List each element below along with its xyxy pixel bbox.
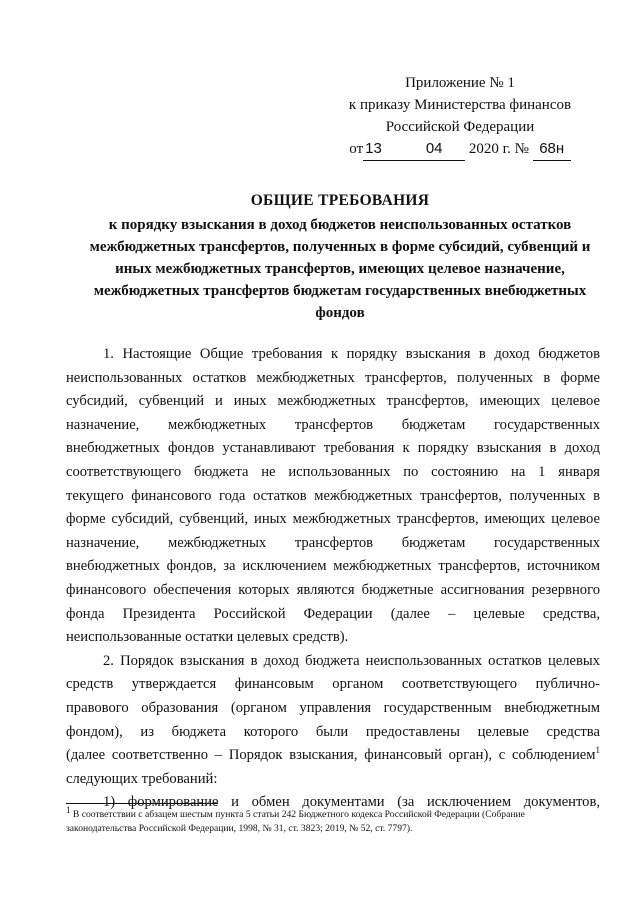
date-prefix: от [349, 141, 364, 157]
title-line: межбюджетных трансфертов бюджетам государственных внебюджетных [93, 283, 587, 299]
footnote-line [66, 804, 600, 822]
order-date-line [330, 138, 590, 161]
ministry-country: Российской Федерации [385, 119, 535, 135]
document-title [70, 190, 610, 324]
text-line: назначение, межбюджетных трансфертов бюджетам государственных [66, 534, 600, 551]
footnote [66, 804, 600, 836]
text-line: средств утверждается финансовым органом соответствующего публично- [66, 676, 600, 693]
text-line: 2. Порядок взыскания в доход бюджета неиспользованных остатков целевых [103, 652, 600, 669]
order-year-label: 2020 г. № [468, 141, 529, 157]
footnote-line: законодательства Российской Федерации, 1998, № 31, ст. 3823; 2019, № 52, ст. 7797). [66, 823, 413, 834]
text-line: 1. Настоящие Общие требования к порядку взыскания в доход бюджетов [103, 346, 600, 362]
footnote-divider [66, 803, 218, 804]
title-line: к порядку взыскания в доход бюджетов неиспользованных остатков [108, 217, 572, 233]
text-line: следующих требований: [66, 770, 218, 787]
text-line: субсидий, субвенций и иных межбюджетных трансфертов, имеющих целевое [66, 393, 600, 410]
title-heading: ОБЩИЕ ТРЕБОВАНИЯ [250, 192, 430, 209]
text-line: форме субсидий, субвенций, иных межбюджетных трансфертов, имеющих целевое [66, 511, 600, 528]
text-line: неиспользованные остатки целевых средств). [66, 629, 349, 646]
text-line: внебюджетных фондов, за исключением межбюджетных трансфертов, источником [66, 558, 600, 575]
appendix-number: Приложение № 1 [405, 75, 515, 91]
appendix-block [330, 72, 590, 161]
paragraph-2 [66, 650, 600, 792]
footnote-text: В соответствии с абзацем шестым пункта 5 статьи 242 Бюджетного кодекса Российской Федерации (Собрание [70, 809, 525, 820]
text-line: неиспользованных остатков межбюджетных трансфертов, полученных в форме [66, 369, 600, 386]
text-line: назначение, межбюджетных трансфертов бюджетам государственных [66, 416, 600, 433]
text-segment: (далее соответственно – Порядок взыскания, финансовый орган), с соблюдением [66, 747, 596, 764]
order-reference: к приказу Министерства финансов [348, 97, 572, 113]
text-line: фонда Президента Российской Федерации (далее – целевые средства, [66, 605, 600, 622]
footnote-reference[interactable]: 1 [595, 745, 600, 756]
text-line: правового образования (органом управления государственным внебюджетным [66, 699, 600, 716]
title-line: иных межбюджетных трансфертов, имеющих целевое назначение, [115, 261, 565, 277]
text-line: 1) формирование и обмен документами (за исключением документов, [103, 794, 600, 811]
text-line: соответствующего бюджета не использованных по состоянию на 1 января [66, 463, 600, 480]
document-body [66, 343, 600, 815]
text-line-with-footnote [66, 744, 600, 768]
title-line: межбюджетных трансфертов, полученных в форме субсидий, субвенций и [89, 239, 591, 255]
title-line: фондов [315, 305, 365, 321]
paragraph-1 [66, 343, 600, 650]
text-line: внебюджетных фондов устанавливают требования к порядку взыскания в доход [66, 440, 600, 457]
order-day: 13 [363, 138, 403, 161]
text-line: финансового обеспечения которых являются бюджетные ассигнования резервного [66, 581, 600, 598]
order-number: 68н [533, 138, 571, 161]
footnote-mark: 1 [66, 804, 71, 815]
text-line: фондом), из бюджета которого были предоставлены целевые средства [66, 723, 600, 740]
order-month: 04 [403, 138, 465, 161]
text-line: текущего финансового года остатков межбюджетных трансфертов, полученных в [66, 487, 600, 504]
